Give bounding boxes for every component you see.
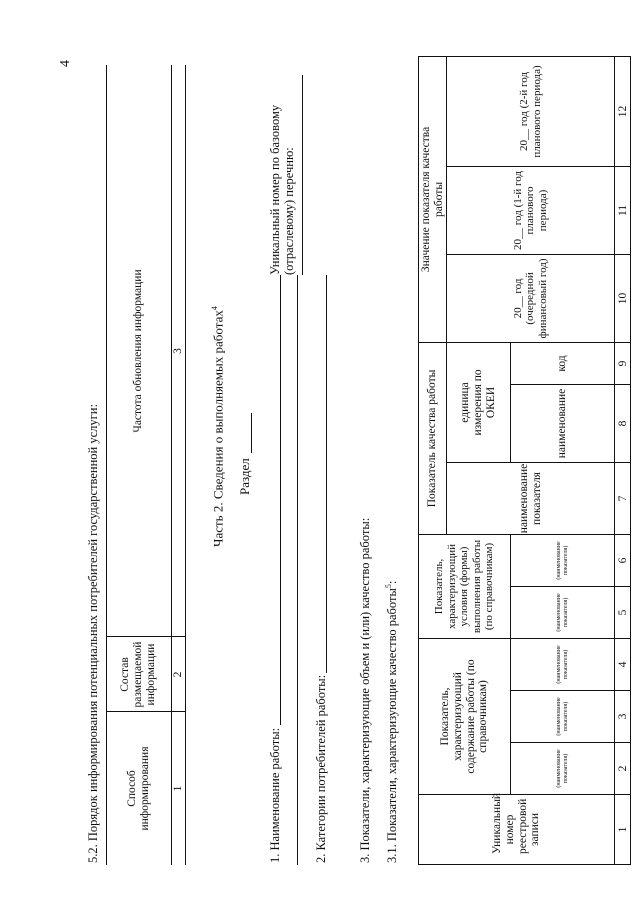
part-2-title: Часть 2. Сведения о выполняемых работах$^4$ [210,306,226,547]
field-work-name-line-1 [280,275,281,725]
num-cell-7: 7 [615,462,631,534]
page-number: 4 [58,60,73,67]
col-year-3: 20__ год (2-й год планового периода) [447,56,615,166]
col-year-1: 20__ год (очередной финансовый год) [447,254,615,342]
num-cell-5: 5 [615,586,631,638]
group-quality-indicator: Показатель качества работы [419,342,447,534]
unique-number-line [302,75,303,275]
group-conditions-indicator: Показатель, характеризующий условия (формы) выполнения работы (по справочникам) [419,534,511,638]
group-content-indicator: Показатель, характеризующий содержание работы (по справочникам) [419,638,511,794]
info-num-2: 2 [172,671,184,678]
sub-content-1: (наименование показателя) [511,743,615,795]
info-col-frequency: Частота обновления информации [132,269,144,433]
sub-conditions-1: (наименование показателя) [511,586,615,638]
info-num-1: 1 [172,785,184,792]
col-okei-name: наименование [511,384,615,462]
razdel-blank [251,413,252,453]
field-consumer-categories-line [326,275,327,673]
sub-conditions-2: (наименование показателя) [511,534,615,586]
num-cell-11: 11 [615,166,631,254]
quality-table [418,56,631,865]
col-okei-code: код [511,342,615,384]
field-work-name-line-2 [297,275,298,865]
unique-number-label: Уникальный номер по базовому (отраслевому) перечню: [268,104,297,275]
num-cell-2: 2 [615,743,631,795]
num-cell-6: 6 [615,534,631,586]
field-consumer-categories: 2. Категории потребителей работы: [314,674,328,863]
num-cell-3: 3 [615,691,631,743]
num-cell-4: 4 [615,638,631,690]
field-3-heading: 3. Показатели, характеризующие объем и (или) качество работы: [358,517,372,863]
info-col-method: Способ информирования [125,746,151,831]
col-year-2: 20__ год (1-й год планового периода) [447,166,615,254]
col-okei: единица измерения по ОКЕИ [447,342,511,462]
razdel-label: Раздел [237,458,252,495]
num-cell-8: 8 [615,384,631,462]
sub-content-2: (наименование показателя) [511,691,615,743]
info-num-3: 3 [172,348,184,354]
num-cell-1: 1 [615,795,631,865]
info-col-content: Состав размещаемой информации [119,641,157,708]
sub-content-3: (наименование показателя) [511,638,615,690]
num-cell-9: 9 [615,342,631,384]
num-cell-10: 10 [615,254,631,342]
group-quality-values: Значение показателя качества работы [419,56,447,342]
num-cell-12: 12 [615,56,631,166]
field-3-1-heading: 3.1. Показатели, характеризующие качество работы$^5$: [384,580,400,863]
field-work-name: 1. Наименование работы: [268,727,282,863]
col-quality-name: наименование показателя [447,462,615,534]
col-registry-number: Уникальный номер реестровой записи [419,795,615,865]
section-5-2-heading: 5.2. Порядок информирования потенциальных потребителей государственной услуги: [86,404,100,863]
